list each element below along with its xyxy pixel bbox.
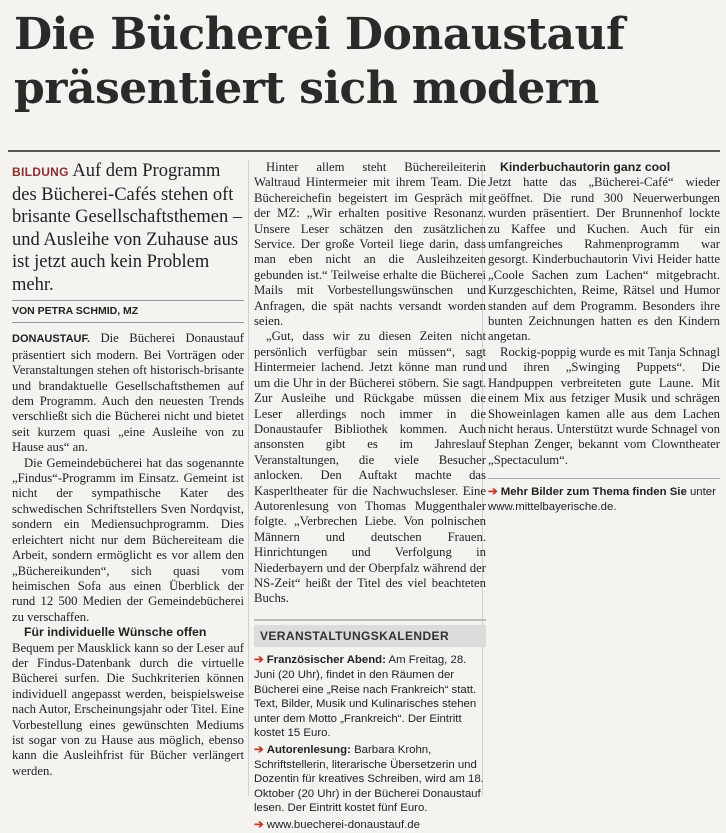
arrow-right-icon: ➔ (254, 818, 264, 831)
library-website-link[interactable]: www.buecherei-donaustauf.de (266, 818, 420, 831)
event-text: Am Freitag, 28. Juni (20 Uhr), findet in den Räumen der Bücherei eine „Reise nach Frankreich“ statt. Text, Bilder, Musik und Kulinarisches stehen unter dem Motto „Frankreich“. Der Eintritt kostet 15 Euro. (254, 654, 477, 740)
article-column-1 (12, 160, 244, 796)
kicker: BILDUNG (12, 165, 69, 179)
event-calendar-box (254, 619, 486, 833)
more-images-note (488, 478, 720, 514)
event-item (254, 743, 486, 816)
event-label: Französischer Abend: (266, 654, 386, 667)
subheading: Für individuelle Wünsche offen (24, 625, 207, 640)
arrow-right-icon: ➔ (488, 486, 498, 499)
column-divider (248, 160, 249, 796)
article-column-2 (254, 160, 486, 831)
headline-line-2: präsentiert sich modern (14, 63, 599, 114)
article-paragraph: Jetzt hatte das „Bücherei-Café“ wieder geöffnet. Die rund 300 Neuerwerbungen wurden präsentiert. Der Brunnenhof lockte zu Kaffee und Kuchen. Auch für ein umfangreiches Rahmenprogramm war gesorgt. Kinderbuchautorin Vivi Heider hatte „Coole Sachen zum Lachen“ mitgebracht. Kurzgeschichten, Reime, Rätsel und Humor standen auf dem Programm. Besonders ihre bunten Zeichnungen hatten es den Kindern angetan. (488, 175, 720, 344)
article-headline (14, 8, 714, 116)
dateline: DONAUSTAUF. (12, 333, 91, 346)
more-images-link[interactable]: unter www.mittelbayerische.de. (488, 486, 716, 513)
arrow-right-icon: ➔ (254, 743, 264, 756)
event-calendar-title: VERANSTALTUNGSKALENDER (254, 625, 486, 648)
paragraph-text: Die Bücherei Donaustauf präsentiert sich modern. Bei Vorträgen oder Veranstaltungen stehen oft historisch-brisante und brandaktuelle Gesellschaftsthemen auf dem Programm. Auch den neuesten Trends verschließt sich die Bücherei nicht und bietet seit kurzem quasi „eine Ausleihe von zu Hause aus“ an. (12, 331, 245, 455)
article-column-3 (488, 160, 720, 796)
article-paragraph: Rockig-poppig wurde es mit Tanja Schnagl und ihren „Swinging Puppets“. Die Handpuppen verbreiteten gute Laune. Mit einem Mix aus fetziger Musik und schrägen Showeinlagen kamen alle aus dem Lachen nicht heraus. Unterstützt wurde Schnagel von Stephan Zenger, bekannt vom Clowntheater „Spectaculum“. (488, 344, 720, 467)
event-link-row (254, 818, 486, 833)
byline: VON PETRA SCHMID, MZ (12, 300, 244, 323)
lead-paragraph (12, 160, 244, 296)
event-label: Autorenlesung: (266, 743, 351, 756)
article-paragraph: Die Gemeindebücherei hat das sogenannte „Findus“-Programm im Einsatz. Gemeint ist nicht der sympathische Kater des schwedischen Schriftstellers Sven Nordqvist, sondern ein Mediensuchprogramm. Dies erleichtert nicht nur dem Büchereiteam die Arbeit, sondern ermöglicht es vor allem den „Büchereikunden“, sich quasi vom heimischen Sofa aus einen Überblick der rund 12 500 Medien der Gemeindebücherei zu verschaffen. (12, 455, 244, 624)
article-paragraph: Bequem per Mausklick kann so der Leser auf der Findus-Datenbank durch die virtuelle Bücherei surfen. Die Suchkriterien können individuell angepasst werden, beispielsweise nach Autor, Erscheinungsjahr oder Titel. Eine Vorbestellung eines gewünschten Mediums ist sogar von zu Hause aus möglich, ebenso kann die Ausleihfrist für Bücher verlängert werden. (12, 640, 244, 778)
article-paragraph (12, 331, 244, 455)
article-paragraph: „Gut, dass wir zu diesen Zeiten nicht persönlich verfügbar sein müssen“, sagt Hintermeier lachend. Jetzt könne man rund um die Uhr in der Bücherei stöbern. Sie sagt. Zur Ausleihe und Rückgabe müssen die Leser allerdings noch immer in die Donaustaufer Bibliothek kommen. Auch ansonsten gibt es im Jahreslauf Veranstaltungen, die viele Besucher anlocken. Den Auftakt machte das Kasperltheater für die Nachwuchsleser. Eine Autorenlesung von Thomas Muggenthaler folgte. „Verbrechen Liebe. Von polnischen Männern und deutschen Frauen. Hinrichtungen und Verfolgung in Niederbayern und der Oberpfalz während der NS-Zeit“ heißt der Titel des viel beachteten Buchs. (254, 329, 486, 606)
arrow-right-icon: ➔ (254, 654, 264, 667)
article-paragraph: Hinter allem steht Büchereileiterin Waltraud Hintermeier mit ihrem Team. Die Büchereichefin begeistert im Gespräch mit der MZ: „Wir erhalten positive Resonanz. Unsere Leser schätzen den zusätzlichen Service. Der große Vorteil liege darin, dass man eben nicht an die Ausleihzeiten gebunden ist.“ Teilweise erhalte die Bücherei Mails mit Vorbestellungswünschen und Anfragen, die spät nachts versandt worden seien. (254, 160, 486, 329)
more-images-label: Mehr Bilder zum Thema finden Sie (500, 486, 687, 499)
lead-text: Auf dem Programm des Bücherei-Cafés stehen oft brisante Gesellschaftsthemen – und Ausleihe von Zuhause aus ist jetzt auch kein Problem mehr. (12, 161, 243, 295)
event-text: Barbara Krohn, Schriftstellerin, literarische Übersetzerin und Dozentin für kreatives Schreiben, wird am 18. Oktober (20 Uhr) in der Bücherei Donaustauf lesen. Der Eintritt kostet fünf Euro. (254, 743, 484, 815)
headline-line-1: Die Bücherei Donaustauf (14, 9, 625, 60)
subheading: Kinderbuchautorin ganz cool (500, 160, 671, 174)
event-item (254, 653, 486, 741)
headline-rule (8, 150, 720, 152)
